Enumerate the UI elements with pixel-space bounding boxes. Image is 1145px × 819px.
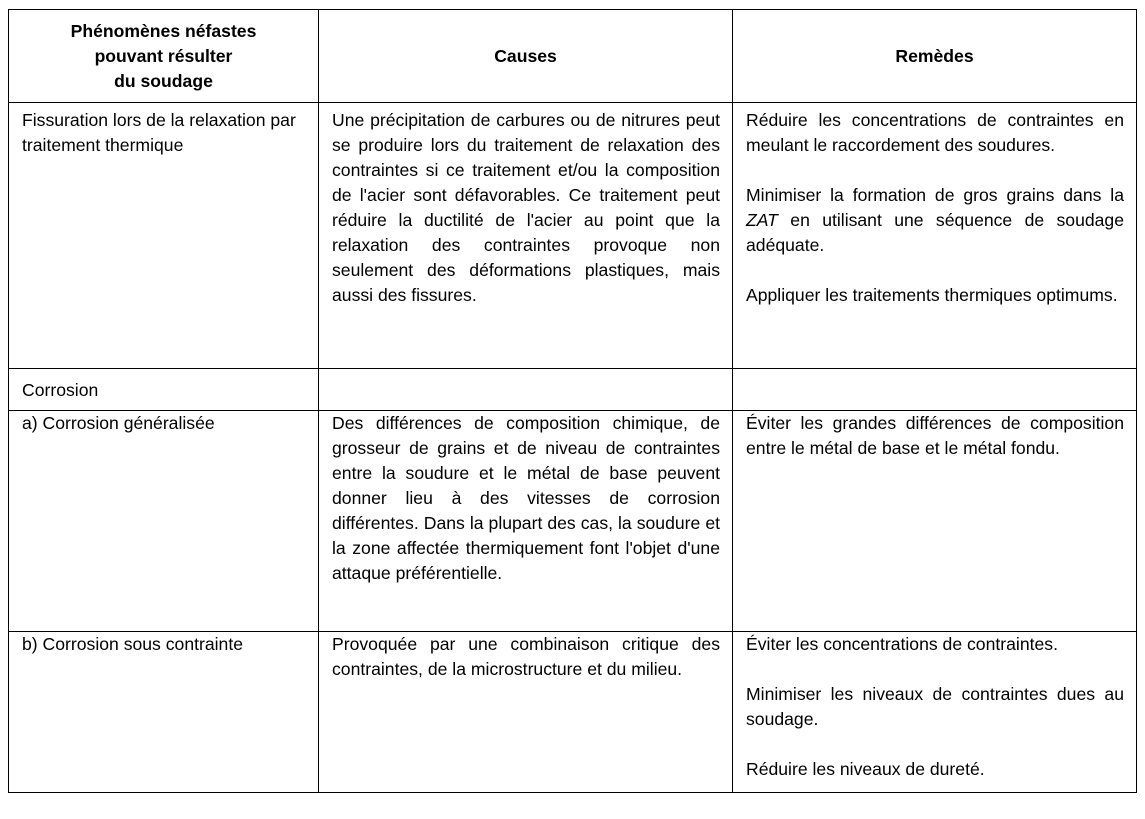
table-row (9, 369, 1137, 411)
cell-remedies (733, 103, 1137, 369)
remedy-text: Réduire les concentrations de contraintes en meulant le raccordement des soudures. (746, 110, 1124, 155)
cell-remedies (733, 411, 1137, 632)
phenomenon-text: b) Corrosion sous contrainte (22, 634, 244, 654)
remedy-text: Appliquer les traitements thermiques optimums. (746, 285, 1118, 305)
table-row (9, 632, 1137, 793)
causes-text: Provoquée par une combinaison critique des contraintes, de la microstructure et du milieu. (332, 634, 720, 679)
header-row (9, 10, 1137, 103)
causes-text: Des différences de composition chimique, de grosseur de grains et de niveau de contraintes entre la soudure et le métal de base peuvent donner lieu à des vitesses de corrosion différentes. Dans la plupart des cas, la soudure et la zone affectée thermiquement font l'objet d'une attaque préférentielle. (332, 413, 720, 583)
phenomenon-text: Fissuration lors de la relaxation par traitement thermique (22, 110, 296, 155)
cell-causes (319, 411, 733, 632)
remedy-text-part: Minimiser la formation de gros grains dans la (746, 185, 1124, 205)
remedy-text (746, 183, 1124, 258)
header-causes-label: Causes (494, 45, 557, 66)
header-phenomena-line: du soudage (114, 70, 213, 91)
remedy-text: Éviter les grandes différences de composition entre le métal de base et le métal fondu. (746, 413, 1124, 458)
remedy-text: Éviter les concentrations de contraintes. (746, 634, 1058, 654)
header-causes (319, 10, 733, 103)
header-phenomena-line: Phénomènes néfastes (70, 20, 257, 41)
cell-causes (319, 632, 733, 793)
cell-causes (319, 103, 733, 369)
table-row (9, 411, 1137, 632)
cell-phenomenon (9, 103, 319, 369)
header-phenomena-line: pouvant résulter (94, 45, 233, 66)
header-remedies (733, 10, 1137, 103)
cell-section-label (9, 369, 319, 411)
section-label-text: Corrosion (22, 380, 99, 400)
remedy-text-part: en utilisant une séquence de soudage adéquate. (746, 210, 1124, 255)
abbr-zat: ZAT (746, 210, 778, 230)
causes-text: Une précipitation de carbures ou de nitrures peut se produire lors du traitement de relaxation des contraintes si ce traitement et/ou la composition de l'acier sont défavorables. Ce traitement peut réduire la ductilité de l'acier au point que la relaxation des contraintes provoque non seulement des déformations plastiques, mais aussi des fissures. (332, 110, 720, 305)
cell-empty (733, 369, 1137, 411)
remedy-text: Minimiser les niveaux de contraintes dues au soudage. (746, 684, 1124, 729)
header-remedies-label: Remèdes (895, 45, 974, 66)
cell-empty (319, 369, 733, 411)
cell-phenomenon (9, 632, 319, 793)
remedy-text: Réduire les niveaux de dureté. (746, 759, 985, 779)
phenomenon-text: a) Corrosion généralisée (22, 413, 215, 433)
header-phenomena (9, 10, 319, 103)
cell-phenomenon (9, 411, 319, 632)
table-row (9, 103, 1137, 369)
welding-defects-table (8, 9, 1137, 793)
cell-remedies (733, 632, 1137, 793)
